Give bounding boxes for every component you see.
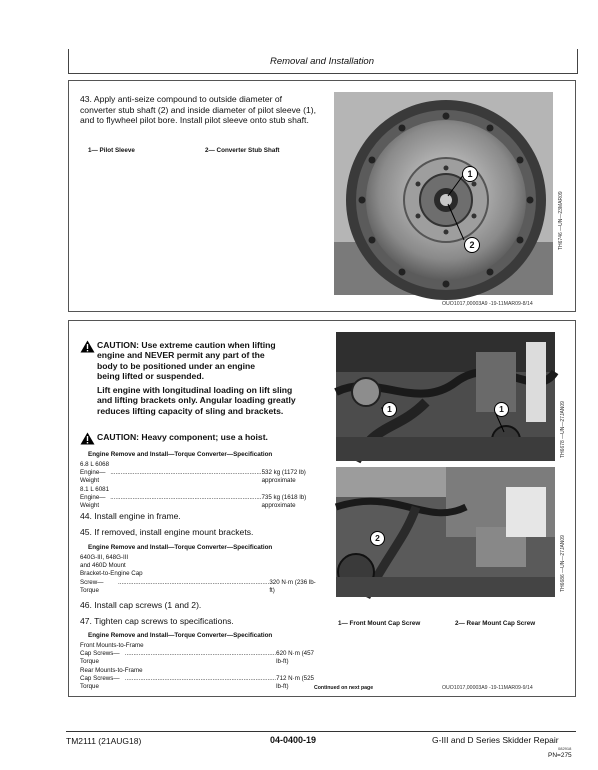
label-front-mount-cap-screw: 1— Front Mount Cap Screw	[338, 620, 421, 627]
label-converter-stub-shaft: 2— Converter Stub Shaft	[205, 147, 280, 154]
step-47-text: 47. Tighten cap screws to specifications.	[80, 616, 234, 626]
step-43-text: 43. Apply anti-seize compound to outside diameter of converter stub shaft (2) and inside diameter of pilot sleeve (1), and to flywheel pilot bore. Install pilot sleeve onto stub shaft.	[80, 94, 316, 126]
section2-reference: OUO1017,00003A9 -19-11MAR09-9/14	[442, 685, 533, 691]
label-rear-mount-cap-screw: 2— Rear Mount Cap Screw	[455, 620, 536, 627]
spec3-line2: Rear Mounts-to-Frame	[80, 666, 143, 674]
engine-front-mount-photo	[336, 332, 555, 461]
spec1-table	[80, 461, 316, 510]
footer-manual-id: TM2111 (21AUG18)	[66, 736, 142, 746]
footer-code: 082918	[558, 746, 572, 751]
spec3-table	[80, 642, 316, 691]
footer-pn: PN=275	[548, 752, 572, 759]
callout-front-mount-1: 1	[382, 402, 397, 417]
caution-loading-line-2: and lifting brackets only. Angular loading greatly	[97, 395, 296, 406]
figure-code-th6686: TH6686 —UN—27JAN09	[560, 535, 566, 592]
flywheel-photo	[334, 92, 553, 295]
spec3-row1: Cap Screws—Torque ........................................................................................ 620 N·m (457 lb-ft)	[80, 650, 314, 666]
caution-heavy-component: CAUTION: Heavy component; use a hoist.	[97, 432, 268, 442]
caution-loading-text	[97, 385, 327, 416]
spec1-engine2: 8.1 L 6081	[80, 485, 110, 493]
caution-line-1: CAUTION: Use extreme caution when lifting	[97, 340, 276, 350]
warning-triangle-icon	[80, 340, 95, 353]
spec2-line2: and 460D Mount	[80, 562, 126, 570]
spec2-line3: Bracket-to-Engine Cap	[80, 570, 143, 578]
engine-rear-mount-photo	[336, 467, 555, 597]
warning-triangle-icon	[80, 432, 95, 445]
caution-lifting-text	[97, 340, 327, 382]
callout-2-marker: 2	[464, 237, 480, 253]
footer-manual-title: G-III and D Series Skidder Repair	[432, 735, 559, 745]
step-45-text: 45. If removed, install engine mount brackets.	[80, 527, 254, 537]
spec1-row1: Engine—Weight ........................................................................................ 532 kg (1172 lb) approximate	[80, 469, 306, 485]
spec3-row2: Cap Screws—Torque ........................................................................................ 712 N·m (525 lb-ft)	[80, 674, 314, 691]
spec1-engine1: 6.8 L 6068	[80, 461, 110, 468]
caution-line-4: being lifted or suspended.	[97, 371, 204, 382]
callout-rear-mount-2: 2	[370, 531, 385, 546]
page-section-title: Removal and Installation	[269, 56, 375, 67]
footer-rule	[66, 731, 576, 732]
callout-1-marker: 1	[462, 166, 478, 182]
spec2-row: Screw—Torque ........................................................................................ 320 N·m (236 lb-ft)	[80, 578, 316, 594]
figure-code-th6746: TH6746 —UN—23MAR09	[558, 191, 564, 250]
spec3-line1: Front Mounts-to-Frame	[80, 642, 144, 649]
spec3-title: Engine Remove and Install—Torque Converter—Specification	[88, 632, 273, 639]
spec2-table	[80, 554, 316, 595]
callout-front-mount-1b: 1	[494, 402, 509, 417]
continued-note: Continued on next page	[314, 685, 374, 691]
figure-code-th6678: TH6678 —UN—27JAN09	[560, 401, 566, 458]
caution-loading-line-1: Lift engine with longitudinal loading on lift sling	[97, 385, 293, 395]
caution-line-3: body to be positioned under an engine	[97, 360, 256, 371]
spec2-title: Engine Remove and Install—Torque Converter—Specification	[88, 544, 273, 551]
spec1-title: Engine Remove and Install—Torque Converter—Specification	[88, 451, 273, 458]
spec2-line1: 640G-III, 648G-III	[80, 554, 129, 561]
caution-line-2: engine and NEVER permit any part of the	[97, 350, 265, 361]
caution-loading-line-3: reduces lifting capacity of sling and brackets.	[97, 405, 284, 416]
step-44-text: 44. Install engine in frame.	[80, 511, 181, 521]
label-pilot-sleeve: 1— Pilot Sleeve	[88, 147, 135, 154]
spec1-row2: Engine—Weight ........................................................................................ 735 kg (1618 lb) approximate	[80, 493, 307, 510]
footer-page-number: 04-0400-19	[270, 735, 317, 745]
step-46-text: 46. Install cap screws (1 and 2).	[80, 600, 202, 610]
section1-reference: OUO1017,00003A9 -19-11MAR09-8/14	[442, 301, 533, 307]
